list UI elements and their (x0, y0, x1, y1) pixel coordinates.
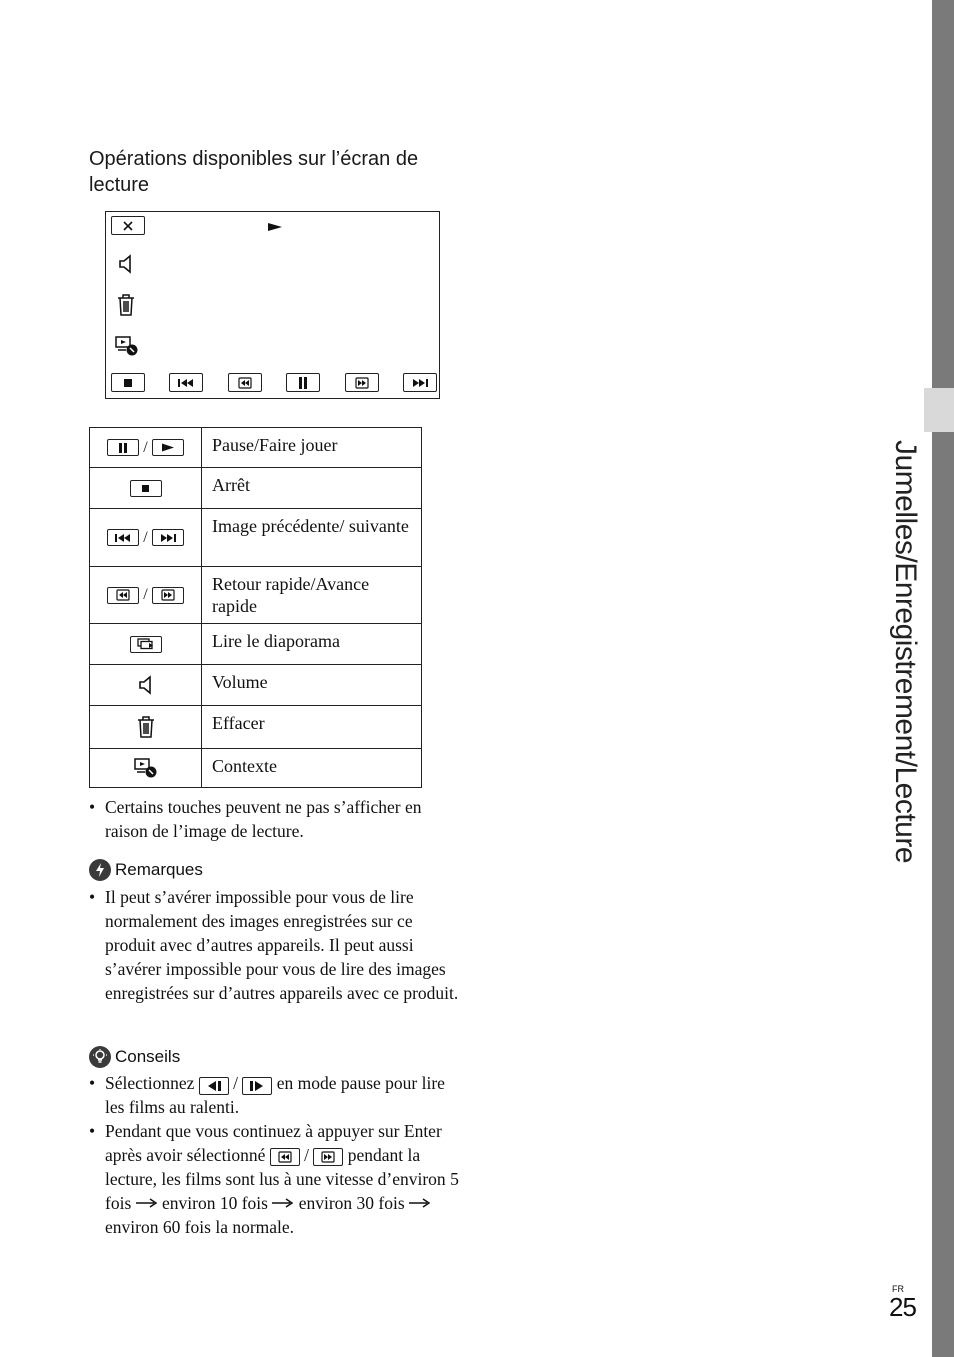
pause-button[interactable] (286, 373, 320, 392)
fast-forward-icon (355, 377, 369, 389)
trash-icon (116, 293, 136, 317)
tips-list (89, 1071, 461, 1239)
volume-icon (118, 254, 134, 274)
context-button[interactable] (114, 334, 140, 358)
slow-forward-icon (242, 1077, 272, 1095)
sidebar-tab (924, 388, 954, 432)
table-cell-label: Volume (202, 665, 422, 706)
table-cell-label: Pause/Faire jouer (202, 428, 422, 468)
pause-icon (298, 377, 308, 389)
lightbulb-icon (89, 1046, 111, 1068)
rewind-icon (270, 1148, 300, 1166)
volume-icon (138, 675, 154, 695)
volume-button[interactable] (114, 252, 138, 276)
playback-screen (105, 211, 440, 399)
slow-reverse-icon (199, 1077, 229, 1095)
page-number: 25 (889, 1292, 916, 1322)
play-icon (267, 222, 283, 232)
fast-forward-icon (313, 1148, 343, 1166)
play-button[interactable] (266, 220, 284, 234)
table-row (90, 665, 422, 706)
close-icon (122, 220, 134, 232)
next-icon (152, 529, 184, 546)
list-item: • Certains touches peuvent ne pas s’afficher en raison de l’image de lecture. (89, 795, 461, 843)
close-button[interactable] (111, 216, 145, 235)
language-code: FR (892, 1284, 904, 1294)
table-row: / Retour rapide/Avance rapide (90, 567, 422, 624)
table-cell-label: Lire le diaporama (202, 624, 422, 665)
arrow-right-icon (136, 1198, 158, 1208)
next-button[interactable] (403, 373, 437, 392)
stop-button[interactable] (111, 373, 145, 392)
table-cell-label: Effacer (202, 706, 422, 749)
table-cell-label: Retour rapide/Avance rapide (202, 567, 422, 624)
rewind-icon (238, 377, 252, 389)
context-icon (134, 757, 158, 779)
table-cell-label: Arrêt (202, 468, 422, 509)
list-item: • Il peut s’avérer impossible pour vous de lire normalement des images enregistrées sur ce produit avec d’autres appareils. Il peut aussi s’avérer impossible pour vous de lire des images enregistrées sur d’autres appareils avec ce produit. (89, 885, 461, 1005)
table-row: / Image précédente/ suivante (90, 509, 422, 567)
fast-forward-button[interactable] (345, 373, 379, 392)
page-heading: Opérations disponibles sur l’écran de lecture (89, 148, 419, 196)
table-row (90, 749, 422, 788)
table-row (90, 468, 422, 509)
prev-icon (107, 529, 139, 546)
play-icon (152, 439, 184, 456)
table-row (90, 624, 422, 665)
rewind-button[interactable] (228, 373, 262, 392)
trash-icon (136, 715, 156, 739)
table-cell-label: Contexte (202, 749, 422, 788)
remarks-heading: Remarques (89, 859, 203, 881)
list-item: • Pendant que vous continuez à appuyer sur Enter après avoir sélectionné / pendant la lecture, les films sont lus à une vitesse d’environ 5 fois environ 10 fois environ 30 fois environ 60 fois la normale. (89, 1119, 461, 1239)
remarks-list (89, 885, 461, 1005)
operations-table (89, 427, 422, 788)
table-row: / Pause/Faire jouer (90, 428, 422, 468)
tips-heading: Conseils (89, 1046, 180, 1068)
lightning-icon (89, 859, 111, 881)
stop-icon (123, 378, 133, 388)
fast-forward-icon (152, 587, 184, 604)
prev-icon (177, 379, 195, 387)
delete-button[interactable] (114, 292, 138, 318)
pause-icon (107, 439, 139, 456)
table-row (90, 706, 422, 749)
next-icon (411, 379, 429, 387)
sidebar-bar (932, 0, 954, 1357)
table-cell-label: Image précédente/ suivante (202, 509, 422, 567)
context-icon (115, 335, 139, 357)
note-list (89, 795, 461, 843)
stop-icon (130, 480, 162, 497)
prev-button[interactable] (169, 373, 203, 392)
list-item: • Sélectionnez / en mode pause pour lire les films au ralenti. (89, 1071, 461, 1119)
section-title-vertical: Jumelles/Enregistrement/Lecture (889, 440, 922, 864)
arrow-right-icon (272, 1198, 294, 1208)
arrow-right-icon (409, 1198, 431, 1208)
slideshow-icon (130, 636, 162, 653)
rewind-icon (107, 587, 139, 604)
